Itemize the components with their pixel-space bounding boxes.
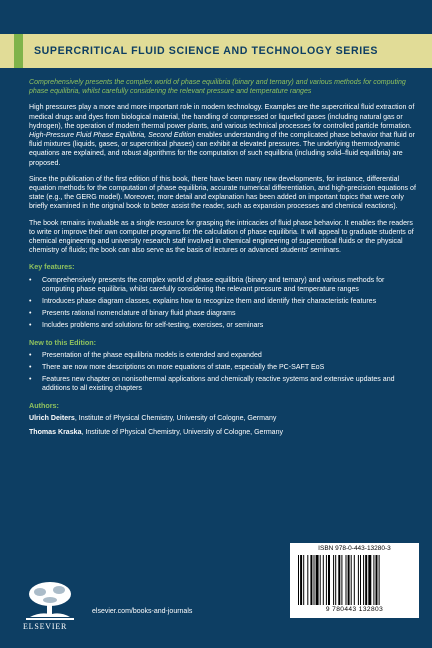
list-item-text: Comprehensively presents the complex world of phase equilibria (binary and ternary) and various methods for computing phase equilibria, whilst carefully considering the relevant pressure and temperature ranges: [42, 276, 385, 293]
list-item-text: Includes problems and solutions for self-testing, exercises, or seminars: [42, 322, 264, 330]
bullet-icon: •: [29, 298, 32, 306]
back-cover-text: [29, 78, 417, 442]
isbn-text: ISBN 978-0-443-13280-3: [318, 545, 391, 552]
list-item: [29, 363, 417, 372]
isbn-barcode-box: [290, 543, 419, 618]
list-item: [29, 276, 417, 294]
new-edition-list: [29, 351, 417, 394]
description-paragraph-2: Since the publication of the first edition of this book, there have been many new developments, for instance, differential equation methods for the computation of phase equilibria, accurate numerical differentiation, and high-precision equations of state (e.g., the GERG model). Moreover, more detail and explanation has been added on important topics that were only briefly examined in the original book to better assist the reader, such as expansion processes and chemical reactions).: [29, 175, 416, 211]
description-paragraph-1: [29, 103, 417, 167]
list-item-text: Features new chapter on nonisothermal applications and chemically reactive systems and extensive updates and additions to all existing chapters: [42, 376, 395, 393]
author-name: Ulrich Deiters: [29, 414, 75, 422]
description-part-b: enables understanding of the complicated phase behavior that fluid or fluid mixtures (liquids, gases, or supercritical phases) can exhibit at elevated pressures. The underlying thermodynamic equations are explained, and robust algorithms for the computation of such equilibria (including solid–fluid equilibria) are proposed.: [29, 132, 415, 167]
author-entry: [29, 428, 417, 437]
bullet-icon: •: [29, 364, 32, 372]
publisher-url[interactable]: elsevier.com/books-and-journals: [92, 608, 193, 615]
author-affiliation: , Institute of Physical Chemistry, University of Cologne, Germany: [74, 414, 277, 422]
description-paragraph-3: The book remains invaluable as a single resource for grasping the intricacies of fluid phase behavior. It enables the readers to write or improve their own computer programs for the calculation of phase equilibria. It will appeal to graduate students of chemical engineering and university research staff involved in chemical engineering of supercritical fluids or the physical chemistry of fluids; the book can also serve as the basis of lectures or advanced students' seminars.: [29, 219, 414, 255]
elsevier-tree-logo-icon: [22, 581, 78, 621]
bullet-icon: •: [29, 351, 32, 359]
list-item: [29, 309, 417, 318]
series-banner: [0, 34, 432, 68]
bullet-icon: •: [29, 276, 32, 284]
author-affiliation: , Institute of Physical Chemistry, University of Cologne, Germany: [81, 429, 284, 437]
bullet-icon: •: [29, 376, 32, 384]
description-part-a: High pressures play a more and more important role in modern technology. Examples are the supercritical fluid extraction of medical drugs and dyes from biological material, the handling of compressed or liquefied gases (including natural gas or hydrogen), the operation of modern thermal power plants, and various technical processes for controlled particle formation.: [29, 104, 415, 130]
barcode-icon: [298, 555, 411, 605]
authors-heading: Authors:: [29, 400, 59, 410]
key-features-heading: Key features:: [29, 262, 75, 272]
list-item-text: Presents rational nomenclature of binary fluid phase diagrams: [42, 310, 236, 318]
list-item: [29, 297, 417, 306]
publisher-logo-text: ELSEVIER: [23, 622, 68, 631]
book-title-inline: High-Pressure Fluid Phase Equilibria, Second Edition: [29, 132, 196, 140]
author-entry: [29, 414, 417, 423]
bullet-icon: •: [29, 310, 32, 318]
list-item-text: There are now more descriptions on more equations of state, especially the PC-SAFT EoS: [42, 364, 325, 372]
list-item: [29, 375, 417, 393]
list-item: [29, 321, 417, 330]
series-title: SUPERCRITICAL FLUID SCIENCE AND TECHNOLOGY SERIES: [34, 45, 379, 57]
lead-summary: Comprehensively presents the complex world of phase equilibria (binary and ternary) and various methods for computing phase equilibria, whilst carefully considering the relevant pressure and temperature ranges: [29, 79, 406, 96]
banner-accent-bar: [14, 34, 23, 68]
author-name: Thomas Kraska: [29, 429, 82, 437]
barcode-number: 9 780443 132803: [325, 606, 384, 613]
list-item-text: Presentation of the phase equilibria models is extended and expanded: [42, 351, 262, 359]
bullet-icon: •: [29, 322, 32, 330]
list-item-text: Introduces phase diagram classes, explains how to recognize them and identify their characteristic features: [42, 298, 377, 306]
new-edition-heading: New to this Edition:: [29, 337, 97, 347]
key-features-list: [29, 276, 417, 331]
list-item: [29, 351, 417, 360]
